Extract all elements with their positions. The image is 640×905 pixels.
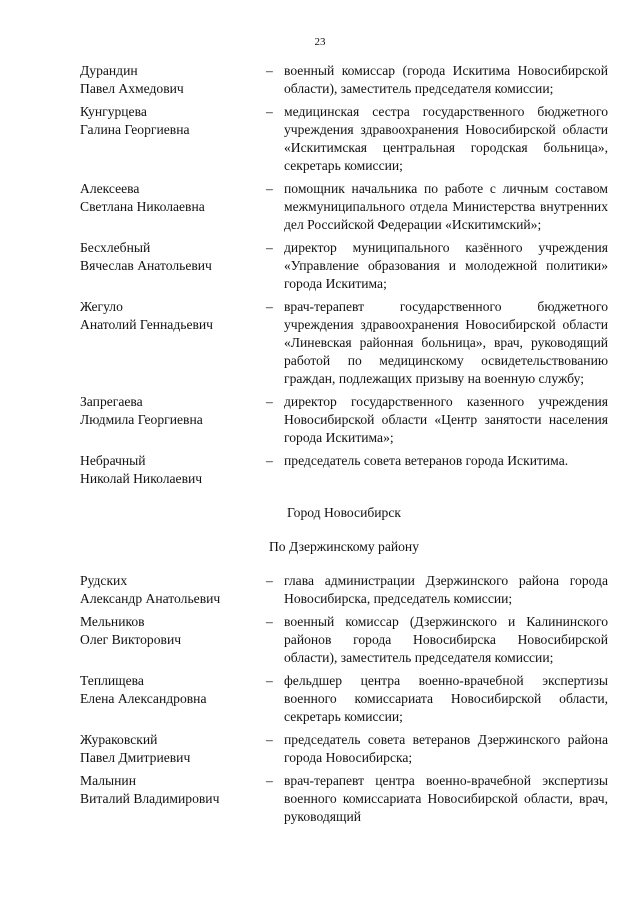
iskitim-members [80,62,608,488]
member-given-name: Галина Георгиевна [80,122,190,137]
member-given-name: Светлана Николаевна [80,199,205,214]
page-number: 23 [314,36,326,48]
member-role: врач-терапевт государственного бюджетного учреждения здравоохранения Новосибирской области «Линевская районная больница», врач, руководящий работой по медицинскому освидетельствованию граждан, подлежащих призыву на военную службу; [284,299,608,386]
member-entry [80,239,608,293]
dash-separator: – [266,299,273,314]
member-surname: Жегуло [80,299,123,314]
member-name [80,103,266,175]
member-entry [80,672,608,726]
member-entry [80,180,608,234]
member-role: директор муниципального казённого учреждения «Управление образования и молодежной политики» города Искитима; [284,240,608,291]
member-given-name: Елена Александровна [80,691,207,706]
member-role: помощник начальника по работе с личным составом межмуниципального отдела Министерства внутренних дел Российской Федерации «Искитимский»; [284,181,608,232]
dash-separator: – [266,614,273,629]
member-entry [80,731,608,767]
member-name [80,239,266,293]
member-given-name: Николай Николаевич [80,471,203,486]
member-name [80,613,266,667]
dash-separator: – [266,773,273,788]
member-name [80,731,266,767]
member-role: председатель совета ветеранов Дзержинского района города Новосибирска; [284,732,608,765]
member-entry [80,772,608,826]
member-surname: Дурандин [80,63,138,78]
member-entry [80,62,608,98]
member-surname: Алексеева [80,181,140,196]
dash-separator: – [266,732,273,747]
member-surname: Бесхлебный [80,240,151,255]
member-role: военный комиссар (города Искитима Новосибирской области), заместитель председателя комиссии; [284,63,608,96]
member-name [80,180,266,234]
dash-separator: – [266,453,273,468]
member-given-name: Анатолий Геннадьевич [80,317,214,332]
member-surname: Рудских [80,573,128,588]
member-surname: Запрегаева [80,394,143,409]
member-given-name: Виталий Владимирович [80,791,220,806]
dash-separator: – [266,394,273,409]
member-given-name: Павел Дмитриевич [80,750,191,765]
member-given-name: Павел Ахмедович [80,81,184,96]
member-name [80,62,266,98]
dash-separator: – [266,63,273,78]
member-entry [80,613,608,667]
member-role: директор государственного казенного учреждения Новосибирской области «Центр занятости населения города Искитима»; [284,394,608,445]
member-name [80,572,266,608]
member-name [80,393,266,447]
member-role: глава администрации Дзержинского района города Новосибирска, председатель комиссии; [284,573,608,606]
member-entry [80,572,608,608]
member-role: председатель совета ветеранов города Искитима. [284,453,569,468]
member-given-name: Людмила Георгиевна [80,412,203,427]
member-surname: Теплищева [80,673,144,688]
member-given-name: Александр Анатольевич [80,591,221,606]
member-role: фельдшер центра военно-врачебной экспертизы военного комиссариата Новосибирской области, секретарь комиссии; [284,673,608,724]
member-surname: Мельников [80,614,145,629]
dzerzhinsky-members [80,572,608,826]
member-name [80,672,266,726]
member-role: медицинская сестра государственного бюджетного учреждения здравоохранения Новосибирской области «Искитимская центральная городская больница», секретарь комиссии; [284,104,608,173]
district-heading: По Дзержинскому району [268,539,420,554]
commission-list [80,62,608,831]
dash-separator: – [266,573,273,588]
city-heading: Город Новосибирск [287,505,401,520]
member-entry [80,103,608,175]
member-role: врач-терапевт центра военно-врачебной экспертизы военного комиссариата Новосибирской области, врач, руководящий [284,773,608,824]
dash-separator: – [266,181,273,196]
dash-separator: – [266,673,273,688]
member-entry [80,298,608,388]
member-entry [80,452,608,488]
member-surname: Жураковский [80,732,158,747]
member-name [80,452,266,488]
dash-separator: – [266,104,273,119]
member-surname: Малынин [80,773,136,788]
member-surname: Кунгурцева [80,104,147,119]
member-surname: Небрачный [80,453,146,468]
member-given-name: Вячеслав Анатольевич [80,258,212,273]
member-given-name: Олег Викторович [80,632,182,647]
member-role: военный комиссар (Дзержинского и Калининского районов города Новосибирска Новосибирской области), заместитель председателя комиссии; [284,614,608,665]
member-name [80,772,266,826]
member-name [80,298,266,388]
dash-separator: – [266,240,273,255]
member-entry [80,393,608,447]
